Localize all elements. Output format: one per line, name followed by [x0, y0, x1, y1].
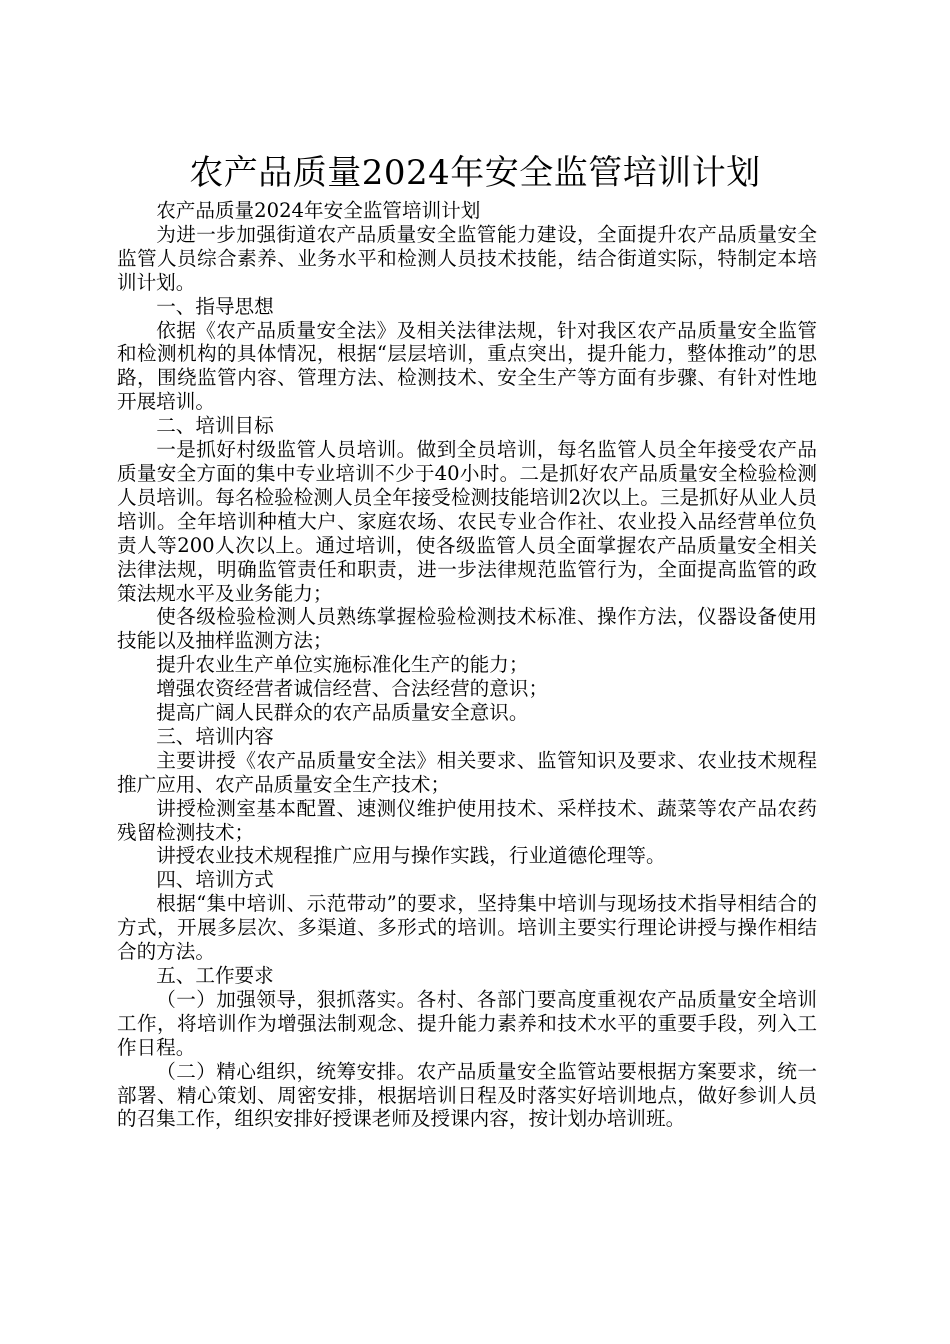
section-heading-training-method: 四、培训方式: [156, 868, 274, 892]
paragraph-content-law: 主要讲授《农产品质量安全法》相关要求、监管知识及要求、农业技术规程推广应用、农产品质量安全生产技术；: [117, 748, 817, 796]
paragraph-goal-dealers: 增强农资经营者诚信经营、合法经营的意识；: [156, 677, 549, 701]
paragraph-goal-producers: 提升农业生产单位实施标准化生产的能力；: [156, 653, 529, 677]
paragraph-subtitle: 农产品质量2024年安全监管培训计划: [156, 199, 481, 222]
paragraph-content-practice: 讲授农业技术规程推广应用与操作实践，行业道德伦理等。: [156, 844, 666, 868]
paragraph-requirement-leadership: （一）加强领导，狠抓落实。各村、各部门要高度重视农产品质量安全培训工作，将培训作为增强法制观念、提升能力素养和技术水平的重要手段，列入工作日程。: [117, 987, 817, 1059]
document-body: [117, 199, 817, 1131]
paragraph-training-method: 根据“集中培训、示范带动”的要求，坚持集中培训与现场技术指导相结合的方式，开展多层次、多渠道、多形式的培训。培训主要实行理论讲授与操作相结合的方法。: [117, 892, 817, 964]
paragraph-content-lab: 讲授检测室基本配置、速测仪维护使用技术、采样技术、蔬菜等农产品农药残留检测技术；: [117, 796, 817, 844]
section-heading-guiding-ideology: 一、指导思想: [156, 294, 274, 318]
document-title: 农产品质量2024年安全监管培训计划: [189, 152, 761, 193]
section-heading-training-content: 三、培训内容: [156, 724, 274, 748]
paragraph-goal-inspectors: 使各级检验检测人员熟练掌握检验检测技术标准、操作方法，仪器设备使用技能以及抽样监测方法；: [117, 605, 817, 653]
section-heading-training-goals: 二、培训目标: [156, 414, 274, 438]
paragraph-guiding-ideology: 依据《农产品质量安全法》及相关法律法规，针对我区农产品质量安全监管和检测机构的具体情况，根据“层层培训，重点突出，提升能力，整体推动”的思路，围绕监管内容、管理方法、检测技术、安全生产等方面有步骤、有针对性地开展培训。: [117, 318, 817, 414]
paragraph-intro: 为进一步加强街道农产品质量安全监管能力建设，全面提升农产品质量安全监管人员综合素养、业务水平和检测人员技术技能，结合街道实际，特制定本培训计划。: [117, 222, 817, 294]
section-heading-work-requirements: 五、工作要求: [156, 964, 274, 987]
paragraph-training-goals: 一是抓好村级监管人员培训。做到全员培训，每名监管人员全年接受农产品质量安全方面的集中专业培训不少于40小时。二是抓好农产品质量安全检验检测人员培训。每名检验检测人员全年接受检测技能培训2次以上。三是抓好从业人员培训。全年培训种植大户、家庭农场、农民专业合作社、农业投入品经营单位负责人等200人次以上。通过培训，使各级监管人员全面掌握农产品质量安全相关法律法规，明确监管责任和职责，进一步法律规范监管行为，全面提高监管的政策法规水平及业务能力；: [117, 438, 817, 605]
paragraph-requirement-organization: （二）精心组织，统筹安排。农产品质量安全监管站要根据方案要求，统一部署、精心策划、周密安排，根据培训日程及时落实好培训地点，做好参训人员的召集工作，组织安排好授课老师及授课内容，按计划办培训班。: [117, 1059, 817, 1131]
paragraph-goal-public: 提高广阔人民群众的农产品质量安全意识。: [156, 701, 529, 725]
